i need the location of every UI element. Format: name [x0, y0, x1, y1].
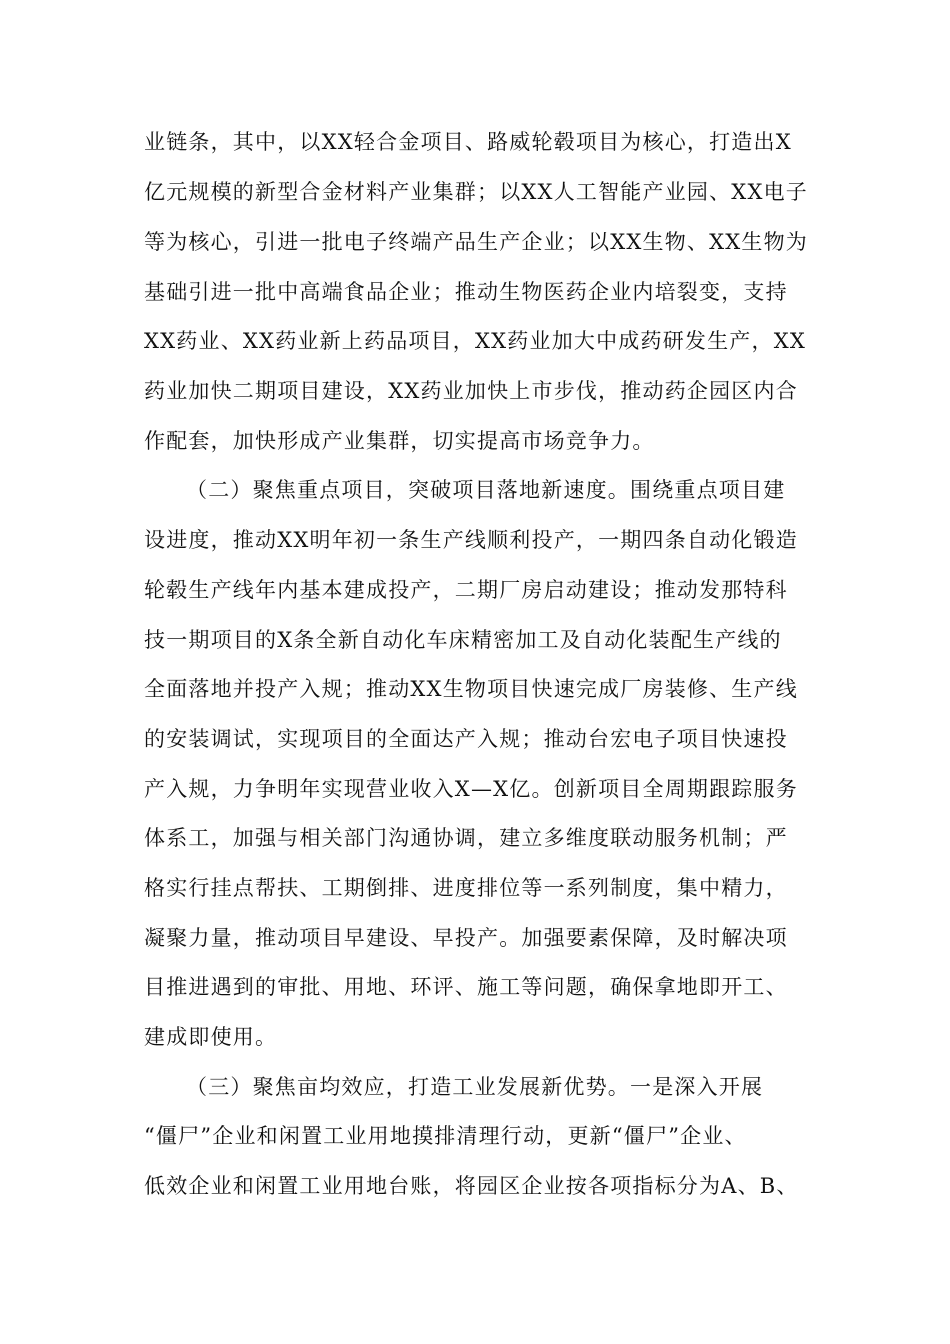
text-line: 亿元规模的新型合金材料产业集群；以XX人工智能产业园、XX电子 — [144, 180, 808, 204]
text-line: XX药业、XX药业新上药品项目，XX药业加大中成药研发生产，XX — [144, 329, 806, 353]
text-line: 产入规，力争明年实现营业收入X—X亿。创新项目全周期跟踪服务 — [144, 777, 798, 801]
text-line: “僵尸”企业和闲置工业用地摸排清理行动，更新“僵尸”企业、 — [144, 1124, 747, 1148]
text-line: 药业加快二期项目建设，XX药业加快上市步伐，推动药企园区内合 — [144, 379, 798, 403]
text-line: 基础引进一批中高端食品企业；推动生物医药企业内培裂变，支持 — [144, 280, 788, 304]
text-line: 全面落地并投产入规；推动XX生物项目快速完成厂房装修、生产线 — [144, 677, 798, 701]
text-line: 轮毂生产线年内基本建成投产，二期厂房启动建设；推动发那特科 — [144, 578, 788, 602]
text-line: （二）聚焦重点项目，突破项目落地新速度。围绕重点项目建 — [186, 478, 786, 502]
text-line: 技一期项目的X条全新自动化车床精密加工及自动化装配生产线的 — [144, 628, 782, 652]
text-line: 等为核心，引进一批电子终端产品生产企业；以XX生物、XX生物为 — [144, 230, 808, 254]
text-line: 目推进遇到的审批、用地、环评、施工等问题，确保拿地即开工、 — [144, 975, 788, 999]
text-line: 作配套，加快形成产业集群，切实提高市场竞争力。 — [144, 429, 655, 453]
text-line: 建成即使用。 — [144, 1025, 278, 1049]
text-line: 低效企业和闲置工业用地台账，将园区企业按各项指标分为A、B、 — [144, 1174, 799, 1198]
text-line: 业链条，其中，以XX轻合金项目、路威轮毂项目为核心，打造出X — [144, 130, 792, 154]
text-line: （三）聚焦亩均效应，打造工业发展新优势。一是深入开展 — [186, 1075, 764, 1099]
text-line: 的安装调试，实现项目的全面达产入规；推动台宏电子项目快速投 — [144, 727, 788, 751]
text-line: 格实行挂点帮扶、工期倒排、进度排位等一系列制度，集中精力， — [144, 876, 788, 900]
text-line: 体系工，加强与相关部门沟通协调，建立多维度联动服务机制；严 — [144, 826, 788, 850]
text-line: 凝聚力量，推动项目早建设、早投产。加强要素保障，及时解决项 — [144, 926, 788, 950]
text-line: 设进度，推动XX明年初一条生产线顺利投产，一期四条自动化锻造 — [144, 528, 798, 552]
